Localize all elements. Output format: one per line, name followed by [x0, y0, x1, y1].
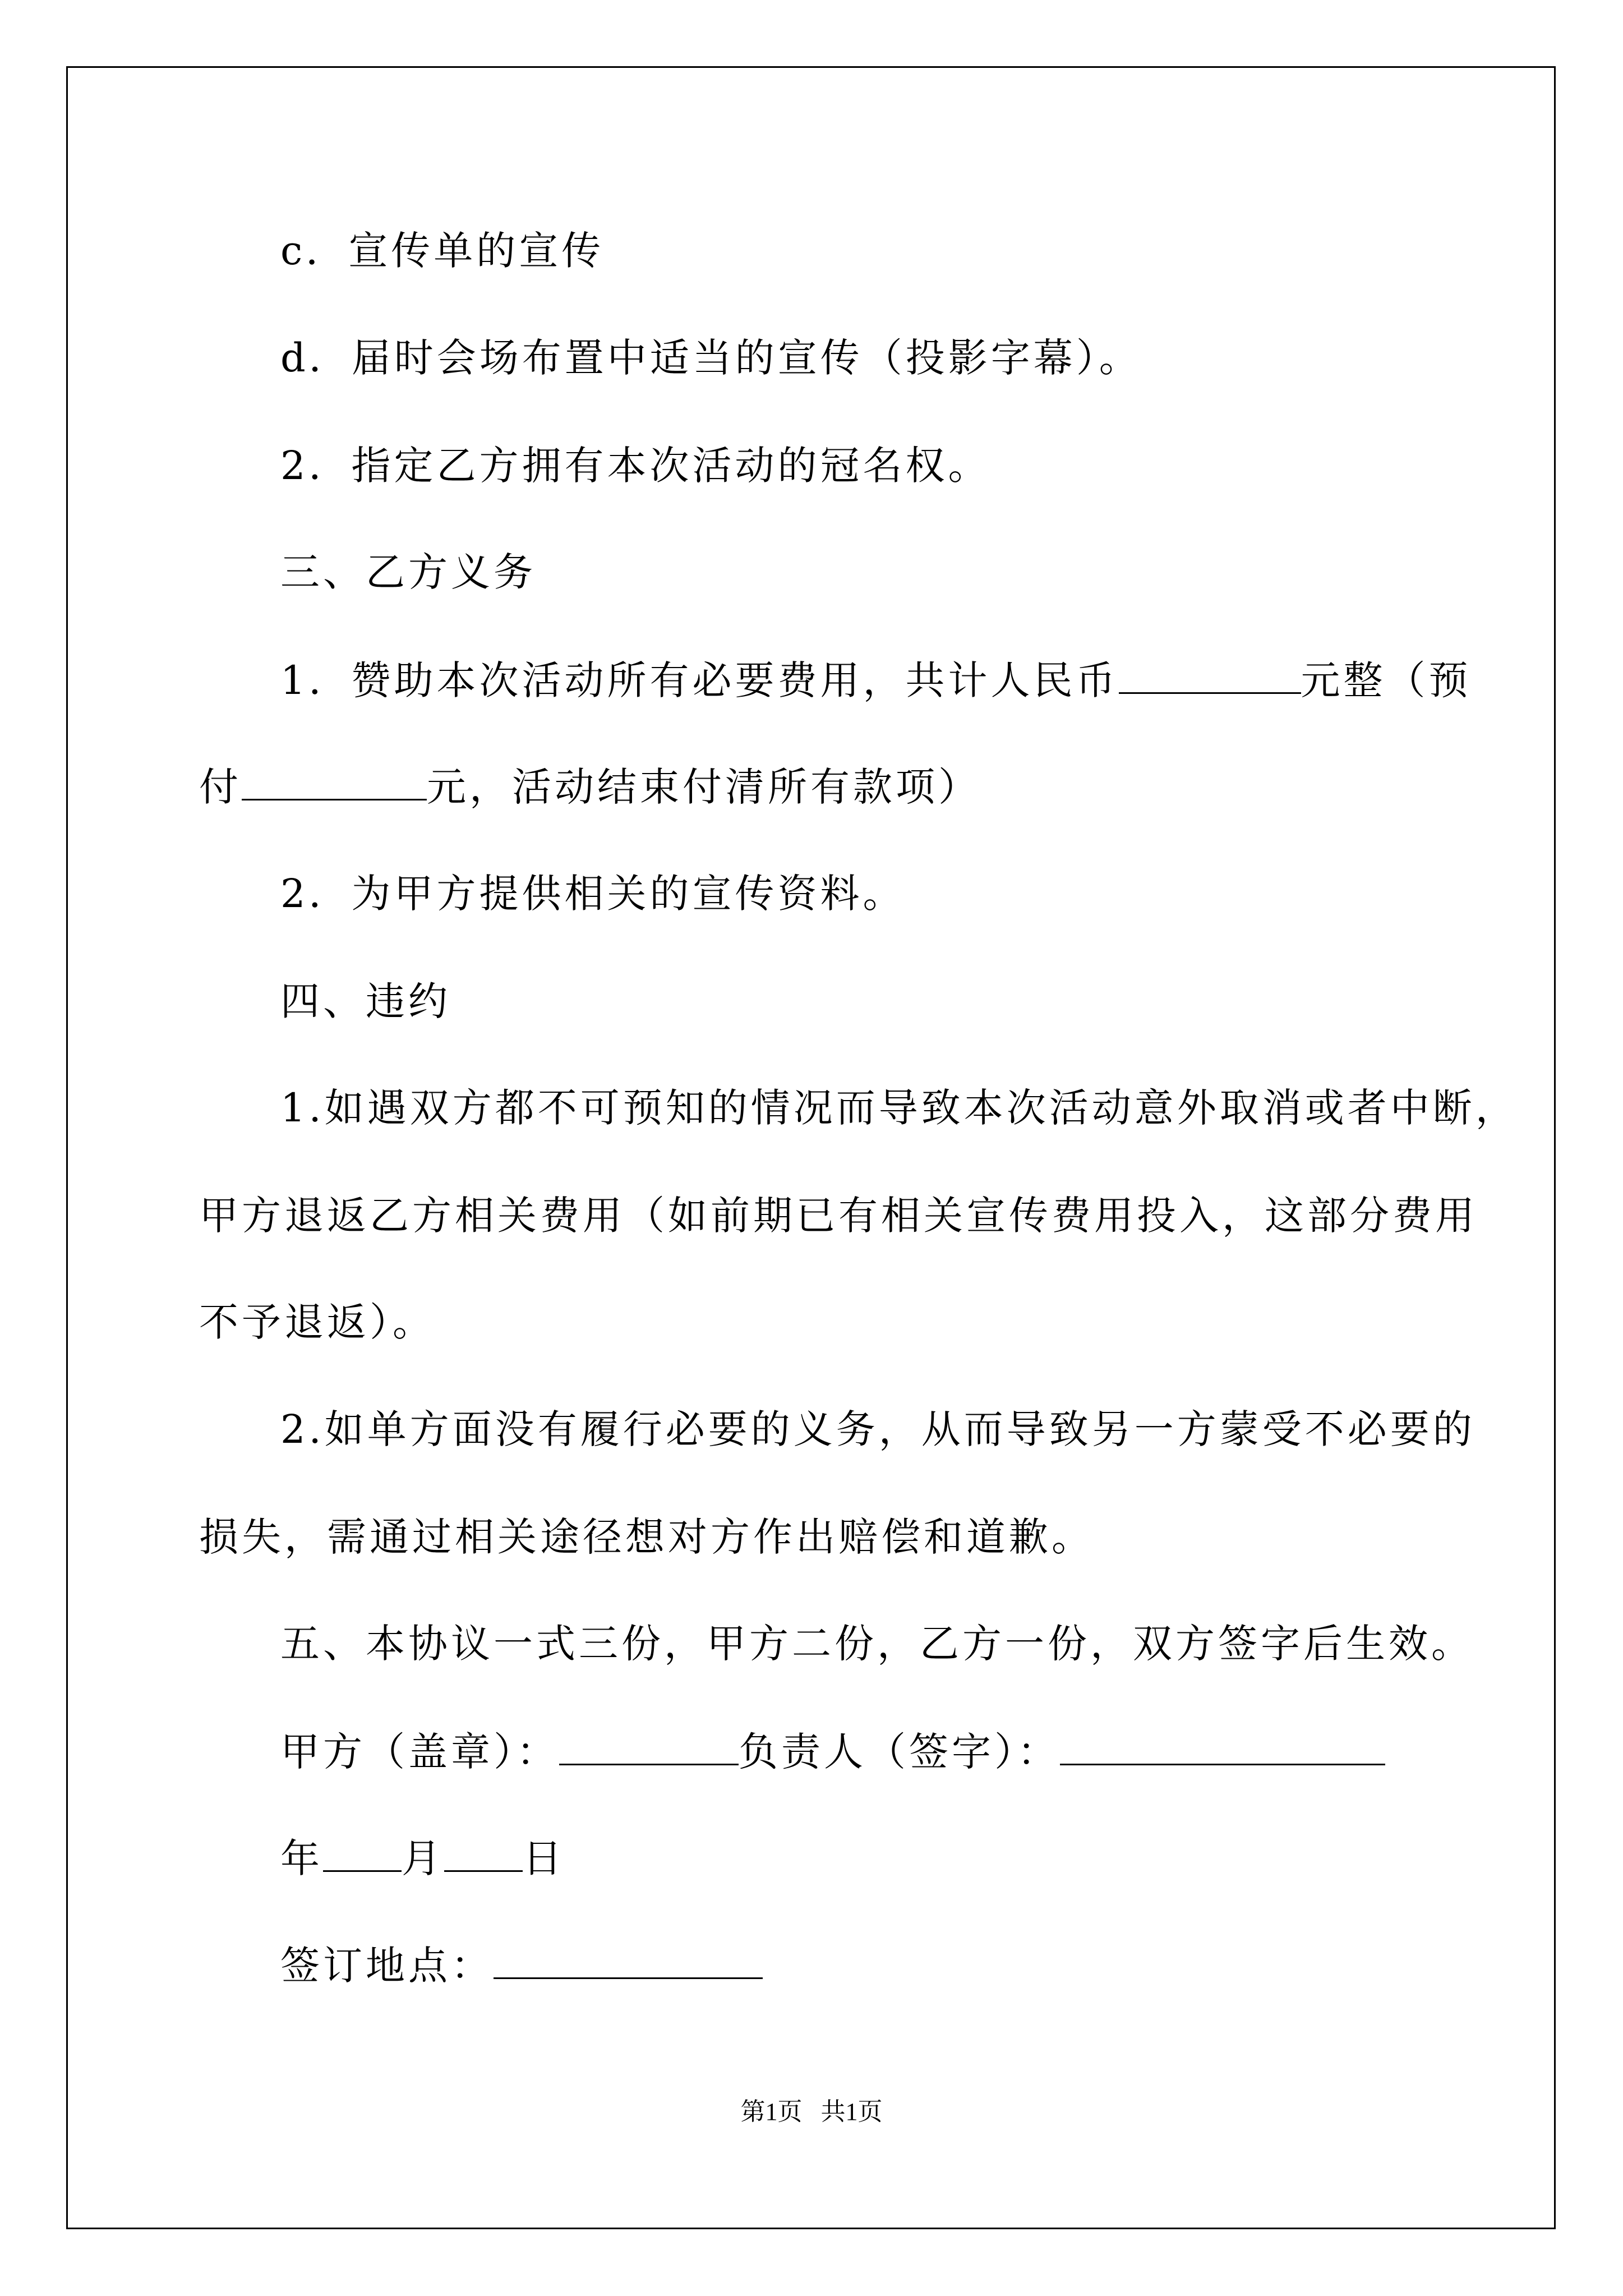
month-blank — [323, 1835, 402, 1872]
line-text: 三、乙方义务 — [280, 549, 536, 595]
page-footer: 第1页 共1页 — [740, 2098, 883, 2125]
contract-line — [199, 1515, 1094, 1559]
location-line — [280, 1943, 763, 1988]
section-heading — [280, 1621, 1474, 1666]
line-text: 四、违约 — [280, 978, 451, 1024]
line-text: 1.如遇双方都不可预知的情况而导致本次活动意外取消或者中断， — [280, 1085, 1518, 1131]
line-text: 1．赞助本次活动所有必要费用，共计人民币 — [280, 657, 1119, 703]
line-text: d．届时会场布置中适当的宣传（投影字幕）。 — [280, 335, 1142, 381]
contract-line — [280, 1407, 1476, 1452]
line-text: 损失，需通过相关途径想对方作出赔偿和道歉。 — [199, 1514, 1094, 1560]
line-text: 甲方退返乙方相关费用（如前期已有相关宣传费用投入，这部分费用 — [199, 1193, 1478, 1239]
line-text: 2.如单方面没有履行必要的义务，从而导致另一方蒙受不必要的 — [280, 1406, 1476, 1452]
amount-blank — [1119, 657, 1301, 694]
contract-line — [280, 335, 1142, 380]
line-text: 五、本协议一式三份，甲方二份，乙方一份，双方签字后生效。 — [280, 1621, 1474, 1667]
contract-line — [280, 443, 991, 488]
location-blank — [494, 1943, 763, 1979]
line-text: 付 — [199, 764, 242, 810]
contract-line — [280, 1085, 1518, 1130]
party-a-label: 甲方（盖章）： — [280, 1729, 559, 1775]
contract-line — [280, 871, 906, 916]
line-text: 2．为甲方提供相关的宣传资料。 — [280, 871, 906, 917]
contract-line — [199, 1300, 435, 1345]
date-line — [280, 1835, 565, 1881]
line-text: 元整（预 — [1301, 657, 1472, 703]
contract-line — [280, 657, 1472, 703]
line-text: 不予退返）。 — [199, 1299, 435, 1345]
day-label: 日 — [523, 1835, 565, 1881]
contract-line — [199, 764, 981, 809]
signature-blank — [1060, 1729, 1385, 1765]
contract-line — [280, 228, 604, 273]
month-label: 月 — [402, 1835, 444, 1881]
contract-line — [199, 1193, 1478, 1238]
day-blank — [444, 1835, 523, 1872]
signature-line — [280, 1729, 1385, 1774]
prepay-blank — [242, 764, 427, 800]
line-text: 元，活动结束付清所有款项） — [427, 764, 981, 810]
line-text: c．宣传单的宣传 — [280, 228, 605, 274]
location-label: 签订地点： — [280, 1943, 494, 1989]
section-heading — [280, 550, 536, 595]
section-heading — [280, 979, 451, 1024]
year-label: 年 — [280, 1835, 323, 1881]
line-text: 2．指定乙方拥有本次活动的冠名权。 — [280, 443, 991, 489]
responsible-label: 负责人（签字）： — [739, 1729, 1060, 1775]
page-border — [66, 66, 1556, 2229]
seal-blank — [559, 1729, 739, 1765]
